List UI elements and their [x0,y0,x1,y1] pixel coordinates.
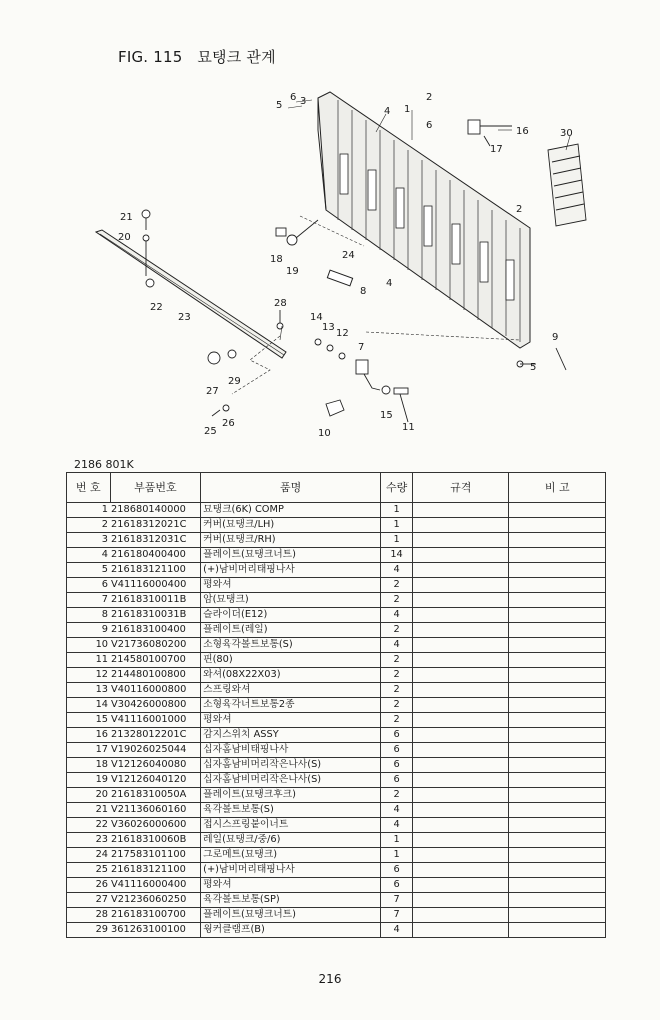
part-name-cell: 핀(80) [201,653,381,668]
remarks-cell [509,518,606,533]
callout-label: 30 [560,128,573,139]
callout-label: 29 [228,376,241,387]
quantity-cell: 6 [381,743,413,758]
spec-cell [412,893,509,908]
part-number-cell: 218680140000 [110,503,201,518]
row-number-cell: 23 [67,833,111,848]
part-number-cell: V41116000400 [110,878,201,893]
row-number-cell: 1 [67,503,111,518]
table-row [67,848,606,863]
remarks-cell [509,863,606,878]
part-name-cell: 감지스위치 ASSY [201,728,381,743]
quantity-cell: 7 [381,908,413,923]
part-name-cell: 윙커클램프(B) [201,923,381,938]
spec-cell [412,743,509,758]
part-number-cell: V12126040080 [110,758,201,773]
quantity-cell: 2 [381,668,413,683]
part-name-cell: 와셔(08X22X03) [201,668,381,683]
table-row [67,653,606,668]
part-name-cell: 커버(묘탱크/LH) [201,518,381,533]
remarks-cell [509,638,606,653]
figure-caption: 묘탱크 관계 [197,48,276,66]
callout-label: 12 [336,328,349,339]
table-row [67,863,606,878]
spec-cell [412,638,509,653]
part-number-cell: V21236060250 [110,893,201,908]
callout-label: 28 [274,298,287,309]
quantity-cell: 4 [381,638,413,653]
spec-cell [412,503,509,518]
part-number-cell: V36026000600 [110,818,201,833]
table-row [67,878,606,893]
callout-label: 10 [318,428,331,439]
header-remarks: 비 고 [509,473,606,503]
quantity-cell: 6 [381,863,413,878]
spec-cell [412,653,509,668]
table-row [67,578,606,593]
row-number-cell: 27 [67,893,111,908]
spec-cell [412,563,509,578]
callout-label: 25 [204,426,217,437]
quantity-cell: 2 [381,698,413,713]
part-name-cell: 십자홈남비태핑나사 [201,743,381,758]
remarks-cell [509,773,606,788]
table-row [67,623,606,638]
spec-cell [412,863,509,878]
callout-label: 8 [360,286,367,297]
table-body [67,503,606,938]
spec-cell [412,833,509,848]
callout-label: 14 [310,312,323,323]
header-quantity: 수량 [381,473,413,503]
part-number-cell: 216183100400 [110,623,201,638]
callout-label: 3 [300,96,307,107]
spec-cell [412,908,509,923]
remarks-cell [509,878,606,893]
remarks-cell [509,788,606,803]
table-row [67,713,606,728]
callout-label: 6 [426,120,433,131]
part-number-cell: 216180400400 [110,548,201,563]
spec-cell [412,923,509,938]
table-row [67,788,606,803]
exploded-parts-diagram [0,70,660,460]
spec-cell [412,608,509,623]
callout-label: 13 [322,322,335,333]
part-name-cell: 평와셔 [201,713,381,728]
part-name-cell: 플레이트(묘탱크후크) [201,788,381,803]
table-row [67,803,606,818]
table-row [67,818,606,833]
part-name-cell: (+)남비머리태핑나사 [201,563,381,578]
spec-cell [412,773,509,788]
row-number-cell: 11 [67,653,111,668]
part-number-cell: V21136060160 [110,803,201,818]
part-name-cell: 암(묘탱크) [201,593,381,608]
row-number-cell: 18 [67,758,111,773]
part-number-cell: 217583101100 [110,848,201,863]
callout-label: 27 [206,386,219,397]
row-number-cell: 2 [67,518,111,533]
remarks-cell [509,503,606,518]
row-number-cell: 24 [67,848,111,863]
part-number-cell: 21618310050A [110,788,201,803]
spec-cell [412,668,509,683]
model-code: 2186 801K [74,458,134,471]
part-name-cell: (+)남비머리태핑나사 [201,863,381,878]
spec-cell [412,878,509,893]
part-number-cell: 21618310011B [110,593,201,608]
part-name-cell: 묘탱크(6K) COMP [201,503,381,518]
callout-label: 2 [426,92,433,103]
part-number-cell: V40116000800 [110,683,201,698]
remarks-cell [509,743,606,758]
part-name-cell: 육각볼트보통(S) [201,803,381,818]
part-name-cell: 플레이트(묘탱크너트) [201,548,381,563]
part-name-cell: 스프링와셔 [201,683,381,698]
part-number-cell: 214480100800 [110,668,201,683]
callout-label: 4 [384,106,391,117]
callout-label: 20 [118,232,131,243]
remarks-cell [509,758,606,773]
quantity-cell: 4 [381,608,413,623]
header-part-name: 품명 [201,473,381,503]
remarks-cell [509,623,606,638]
quantity-cell: 14 [381,548,413,563]
remarks-cell [509,728,606,743]
row-number-cell: 14 [67,698,111,713]
header-no: 번 호 [67,473,111,503]
quantity-cell: 4 [381,923,413,938]
part-name-cell: 소형육각볼트보통(S) [201,638,381,653]
table-row [67,728,606,743]
row-number-cell: 26 [67,878,111,893]
table-row [67,593,606,608]
cover-part-30 [548,144,586,226]
table-row [67,668,606,683]
callout-label: 9 [552,332,559,343]
table-header-row [67,473,606,503]
callout-label: 4 [386,278,393,289]
callout-label: 2 [516,204,523,215]
quantity-cell: 1 [381,833,413,848]
quantity-cell: 4 [381,818,413,833]
row-number-cell: 29 [67,923,111,938]
row-number-cell: 3 [67,533,111,548]
part-number-cell: V21736080200 [110,638,201,653]
part-number-cell: 216183121100 [110,563,201,578]
quantity-cell: 4 [381,803,413,818]
spec-cell [412,698,509,713]
callout-label: 11 [402,422,415,433]
sensor-switch-assy [468,120,512,146]
quantity-cell: 1 [381,533,413,548]
slider-8 [327,270,352,286]
remarks-cell [509,563,606,578]
remarks-cell [509,818,606,833]
table-row [67,758,606,773]
row-number-cell: 6 [67,578,111,593]
row-number-cell: 7 [67,593,111,608]
page-number: 216 [318,972,342,986]
part-number-cell: 21618310060B [110,833,201,848]
spec-cell [412,548,509,563]
spec-cell [412,728,509,743]
part-number-cell: V12126040120 [110,773,201,788]
spec-cell [412,593,509,608]
table-row [67,548,606,563]
remarks-cell [509,593,606,608]
spec-cell [412,623,509,638]
callout-label: 21 [120,212,133,223]
spec-cell [412,803,509,818]
spec-cell [412,713,509,728]
table-row [67,773,606,788]
spec-cell [412,818,509,833]
part-number-cell: 21618312031C [110,533,201,548]
callout-label: 5 [530,362,537,373]
table-row [67,638,606,653]
callout-label: 6 [290,92,297,103]
quantity-cell: 2 [381,683,413,698]
callout-label: 19 [286,266,299,277]
figure-number: FIG. 115 [118,48,183,66]
remarks-cell [509,803,606,818]
table-row [67,608,606,623]
part-name-cell: 십자홈남비머리작은나사(S) [201,758,381,773]
callout-label: 7 [358,342,365,353]
row-number-cell: 20 [67,788,111,803]
part-number-cell: 361263100100 [110,923,201,938]
spec-cell [412,848,509,863]
callout-label: 15 [380,410,393,421]
remarks-cell [509,908,606,923]
row-number-cell: 15 [67,713,111,728]
callout-label: 24 [342,250,355,261]
part-number-cell: 21328012201C [110,728,201,743]
remarks-cell [509,683,606,698]
remarks-cell [509,578,606,593]
remarks-cell [509,698,606,713]
header-part-number: 부품번호 [110,473,201,503]
remarks-cell [509,548,606,563]
remarks-cell [509,533,606,548]
remarks-cell [509,848,606,863]
row-number-cell: 16 [67,728,111,743]
callout-label: 16 [516,126,529,137]
part-name-cell: 평와셔 [201,878,381,893]
part-name-cell: 십자홈남비머리작은나사(S) [201,773,381,788]
part-name-cell: 그로메트(묘탱크) [201,848,381,863]
remarks-cell [509,653,606,668]
table-row [67,533,606,548]
quantity-cell: 4 [381,563,413,578]
table-row [67,563,606,578]
part-name-cell: 육각볼트보통(SP) [201,893,381,908]
row-number-cell: 13 [67,683,111,698]
header-spec: 규격 [412,473,509,503]
part-number-cell: V41116001000 [110,713,201,728]
row-number-cell: 25 [67,863,111,878]
table-row [67,893,606,908]
part-name-cell: 접시스프링붙이너트 [201,818,381,833]
quantity-cell: 6 [381,773,413,788]
screw-18-19 [276,220,318,245]
table-row [67,908,606,923]
quantity-cell: 2 [381,653,413,668]
table-row [67,683,606,698]
quantity-cell: 1 [381,503,413,518]
row-number-cell: 9 [67,623,111,638]
part-number-cell: V19026025044 [110,743,201,758]
row-number-cell: 12 [67,668,111,683]
row-number-cell: 17 [67,743,111,758]
quantity-cell: 2 [381,623,413,638]
quantity-cell: 2 [381,593,413,608]
row-number-cell: 21 [67,803,111,818]
quantity-cell: 2 [381,788,413,803]
quantity-cell: 6 [381,758,413,773]
part-name-cell: 레일(묘탱크/중/6) [201,833,381,848]
row-number-cell: 19 [67,773,111,788]
callout-label: 1 [404,104,411,115]
table-row [67,923,606,938]
remarks-cell [509,923,606,938]
quantity-cell: 7 [381,893,413,908]
part-name-cell: 커버(묘탱크/RH) [201,533,381,548]
quantity-cell: 1 [381,518,413,533]
quantity-cell: 6 [381,728,413,743]
spec-cell [412,533,509,548]
table-row [67,503,606,518]
table-row [67,518,606,533]
callout-label: 17 [490,144,503,155]
spec-cell [412,758,509,773]
row-number-cell: 10 [67,638,111,653]
part-number-cell: V41116000400 [110,578,201,593]
quantity-cell: 2 [381,578,413,593]
screw-20-21 [142,210,154,287]
row-number-cell: 22 [67,818,111,833]
part-number-cell: 216183100700 [110,908,201,923]
row-number-cell: 28 [67,908,111,923]
quantity-cell: 1 [381,848,413,863]
callout-label: 5 [276,100,283,111]
part-name-cell: 플레이트(레일) [201,623,381,638]
remarks-cell [509,713,606,728]
plate-9-screw-5 [517,348,566,370]
table-row [67,698,606,713]
part-name-cell: 소형육각너트보통2종 [201,698,381,713]
part-name-cell: 슬라이더(E12) [201,608,381,623]
remarks-cell [509,833,606,848]
row-number-cell: 5 [67,563,111,578]
quantity-cell: 2 [381,713,413,728]
parts-table [66,472,606,938]
table-row [67,833,606,848]
part-number-cell: 216183121100 [110,863,201,878]
part-name-cell: 평와셔 [201,578,381,593]
table-row [67,743,606,758]
callout-label: 26 [222,418,235,429]
spec-cell [412,788,509,803]
spec-cell [412,683,509,698]
part-number-cell: 21618310031B [110,608,201,623]
remarks-cell [509,608,606,623]
part-number-cell: 21618312021C [110,518,201,533]
remarks-cell [509,893,606,908]
quantity-cell: 6 [381,878,413,893]
row-number-cell: 4 [67,548,111,563]
callout-label: 23 [178,312,191,323]
part-name-cell: 플레이트(묘탱크너트) [201,908,381,923]
callout-label: 18 [270,254,283,265]
spec-cell [412,578,509,593]
callout-label: 22 [150,302,163,313]
part-number-cell: 214580100700 [110,653,201,668]
spec-cell [412,518,509,533]
figure-title [118,46,276,67]
part-number-cell: V30426000800 [110,698,201,713]
row-number-cell: 8 [67,608,111,623]
remarks-cell [509,668,606,683]
